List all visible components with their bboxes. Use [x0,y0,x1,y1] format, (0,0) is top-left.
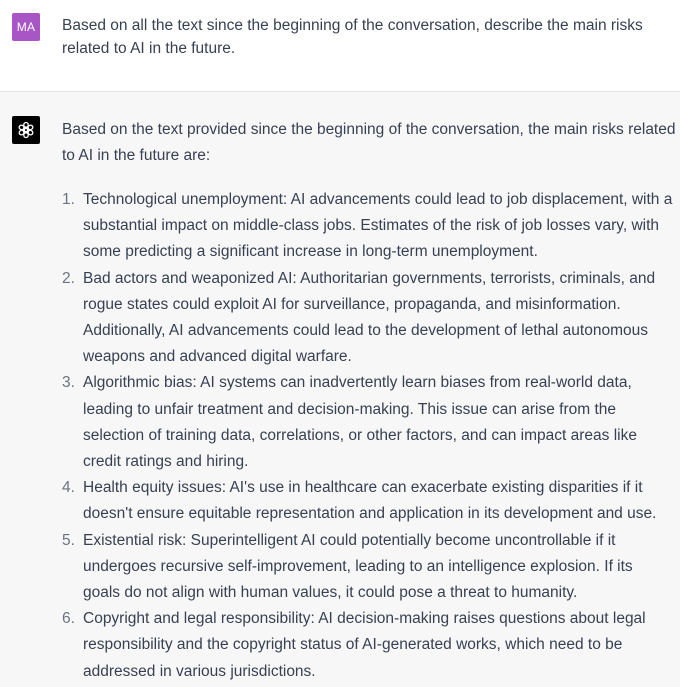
risk-item-text: Bad actors and weaponized AI: Authoritarian governments, terrorists, criminals, and rogue states could exploit AI for surveillance, propaganda, and misinformation. Additionally, AI advancements could lead to the development of lethal autonomous weapons and advanced digital warfare. [83,269,656,366]
risk-list-item [62,606,674,685]
risk-item-number: 2. [62,269,75,287]
risk-list-item [62,475,674,527]
risk-item-text: Health equity issues: AI's use in healthcare can exacerbate existing disparities if it doesn't ensure equitable representation and application in its development and use. [83,479,657,523]
openai-logo-icon [16,120,36,140]
risk-list-item [62,266,674,371]
risk-item-text: Algorithmic bias: AI systems can inadvertently learn biases from real-world data, leading to unfair treatment and decision-making. This issue can arise from the selection of training data, correlations, or other factors, and can impact areas like credit ratings and hiring. [83,374,637,471]
risk-item-text: Copyright and legal responsibility: AI decision-making raises questions about legal responsibility and the copyright status of AI-generated works, which need to be addressed in various jurisdictions. [83,610,646,680]
assistant-intro-text: Based on the text provided since the beginning of the conversation, the main risks related to AI in the future are: [62,121,676,164]
risk-item-number: 3. [62,374,75,392]
risk-item-number: 1. [62,191,75,208]
risk-list [62,187,674,685]
risk-item-text: Technological unemployment: AI advancements could lead to job displacement, with a substantial impact on middle-class jobs. Estimates of the risk of job losses vary, with some predicting a significant increase in long-term unemployment. [83,191,673,261]
risk-item-text: Existential risk: Superintelligent AI could potentially become uncontrollable if it undergoes recursive self-improvement, leading to an intelligence explosion. If its goals do not align with human values, it could pose a threat to humanity. [83,531,633,602]
assistant-message-row [0,92,680,687]
user-avatar: MA [12,13,40,41]
risk-item-number: 5. [62,531,75,549]
risk-list-item [62,370,674,475]
assistant-avatar [12,116,40,144]
risk-list-item [62,187,674,266]
user-message-row [0,0,680,92]
risk-item-number: 4. [62,479,75,497]
risk-list-item [62,528,674,607]
user-message-text: Based on all the text since the beginning of the conversation, describe the main risks related to AI in the future. [62,17,643,57]
risk-item-number: 6. [62,610,75,628]
